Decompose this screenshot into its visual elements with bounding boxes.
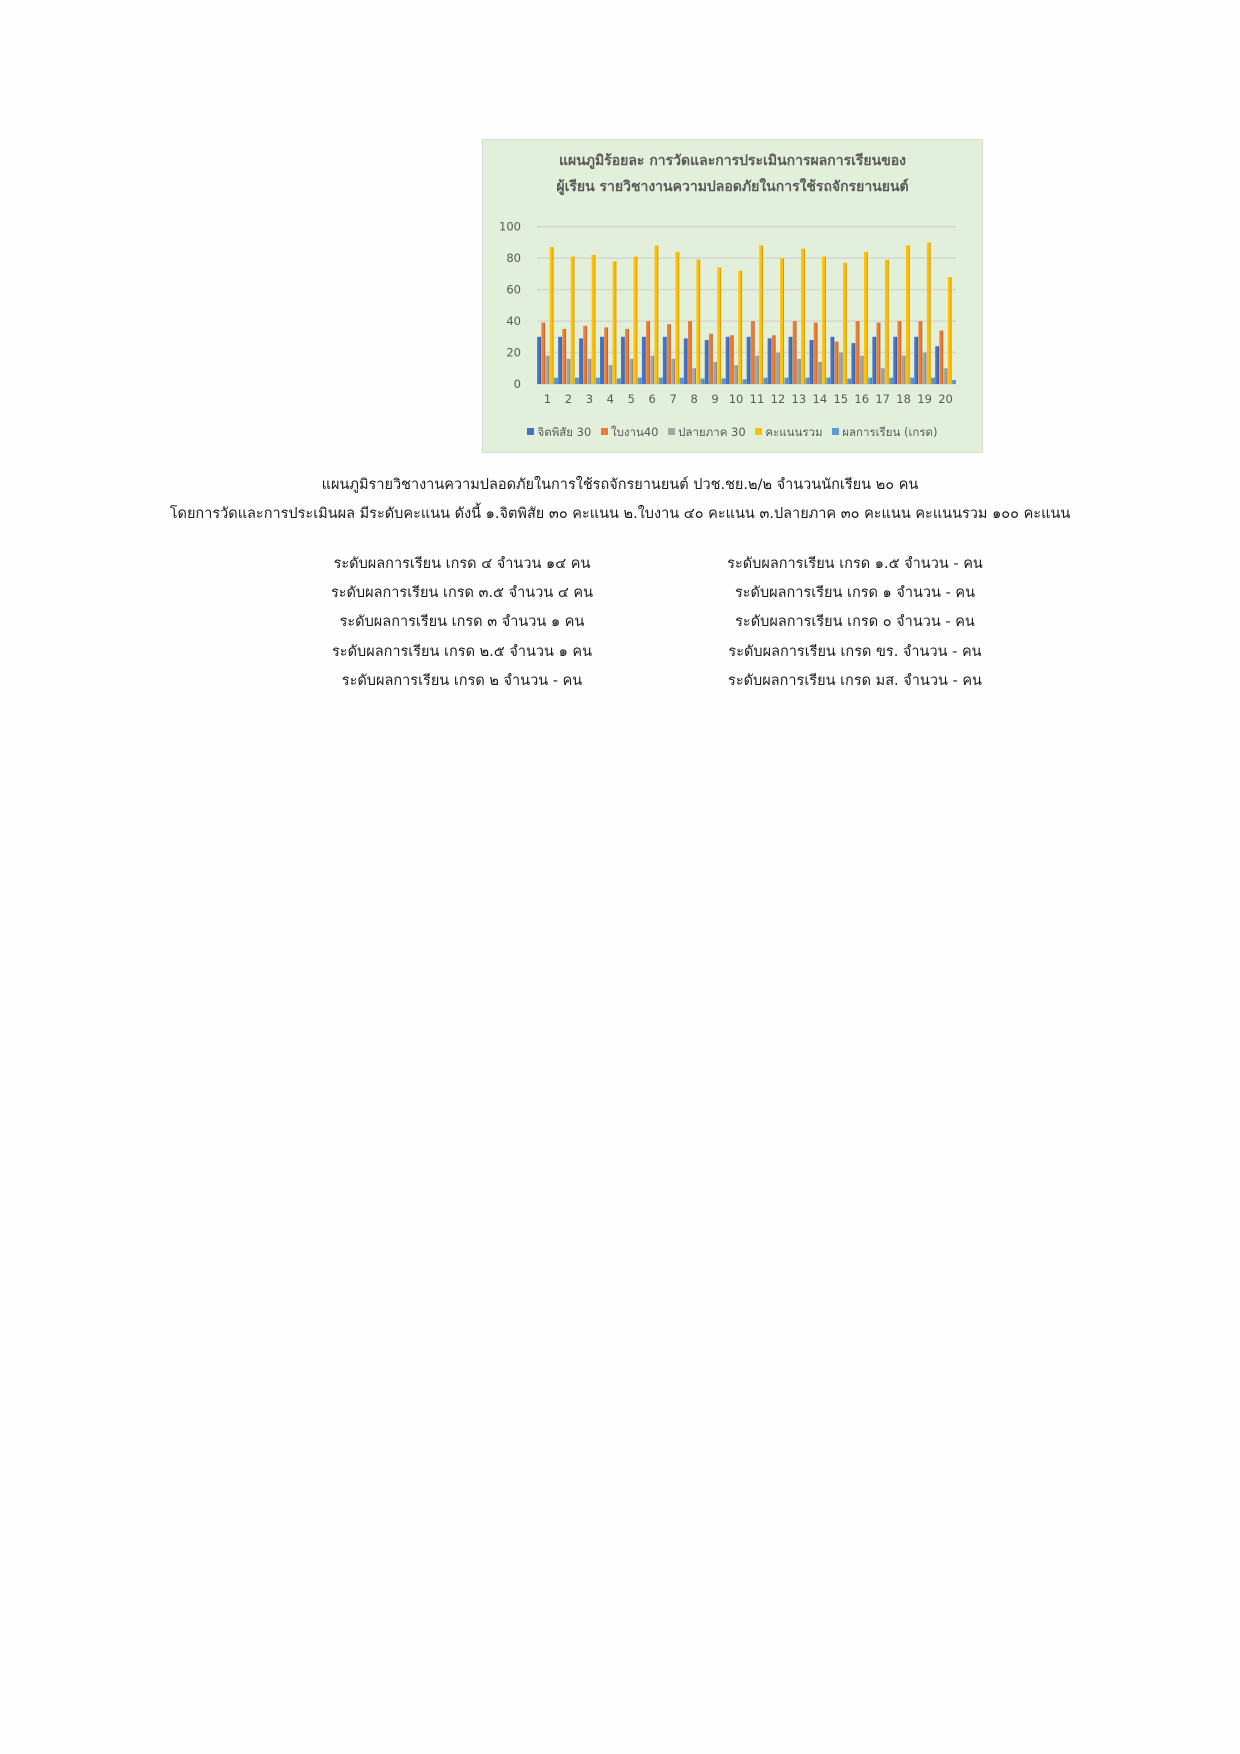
bar-shade (888, 260, 889, 384)
chart-legend (483, 424, 982, 442)
bar-shade (666, 337, 667, 384)
bar-shade (682, 378, 683, 384)
bar-shade (745, 379, 746, 384)
bar-shade (938, 346, 939, 384)
x-tick-label: 17 (875, 392, 890, 406)
bar-shade (599, 378, 600, 384)
grade-line: ระดับผลการเรียน เกรด ๑ จำนวน - คน (734, 585, 976, 601)
y-tick-label: 40 (506, 314, 521, 329)
bar-shade (770, 338, 771, 384)
bar-shade (699, 260, 700, 384)
x-tick-label: 2 (564, 392, 573, 406)
bar-shade (657, 246, 658, 384)
bar-shade (716, 362, 717, 384)
x-tick-label: 14 (812, 392, 828, 406)
bar-shade (913, 378, 914, 384)
grade-line: ระดับผลการเรียน เกรด ๒ จำนวน - คน (341, 673, 583, 689)
bar-shade (624, 337, 625, 384)
bar-shade (695, 368, 696, 384)
grade-line: ระดับผลการเรียน เกรด ๑.๕ จำนวน - คน (727, 556, 983, 572)
bar-shade (791, 337, 792, 384)
bar-shade (603, 337, 604, 384)
bar-shade (896, 337, 897, 384)
bar-shade (917, 337, 918, 384)
x-tick-label: 12 (770, 392, 786, 406)
bar-shade (712, 334, 713, 384)
bar-shade (858, 321, 859, 384)
x-tick-label: 11 (749, 392, 765, 406)
bar-shade (829, 378, 830, 384)
bar-shade (561, 337, 562, 384)
caption-line-1: แผนภูมิรายวิชางานความปลอดภัยในการใช้รถจักรยานยนต์ ปวช.ชย.๒/๒ จำนวนนักเรียน ๒๐ คน (321, 477, 919, 493)
legend-label: ปลายภาค 30 (678, 425, 746, 439)
x-tick-label: 13 (791, 392, 807, 406)
legend-label: จิตพิสัย 30 (537, 425, 592, 439)
bar-shade (842, 353, 843, 384)
bar-shade (586, 326, 587, 384)
bar-shade (884, 368, 885, 384)
bar-shade (641, 378, 642, 384)
bar-shade (946, 368, 947, 384)
x-tick-label: 1 (543, 392, 552, 406)
bar-shade (574, 257, 575, 384)
bar-shade (620, 378, 621, 384)
bar-shade (850, 378, 851, 384)
grade-line: ระดับผลการเรียน เกรด ๒.๕ จำนวน ๑ คน (332, 644, 592, 660)
bar-shade (733, 335, 734, 384)
bar-shade (909, 246, 910, 384)
bar-shade (662, 378, 663, 384)
grade-line: ระดับผลการเรียน เกรด ๐ จำนวน - คน (735, 614, 975, 630)
chart-title-line-2: ผู้เรียน รายวิชางานความปลอดภัยในการใช้รถจักรยานยนต์ (556, 179, 909, 195)
x-tick-label: 19 (917, 392, 932, 406)
bar-shade (741, 271, 742, 384)
bar-shade (611, 365, 612, 384)
grade-line: ระดับผลการเรียน เกรด มส. จำนวน - คน (728, 673, 982, 689)
x-tick-label: 7 (669, 392, 677, 406)
bar-shade (703, 378, 704, 384)
bar-shade (930, 242, 931, 384)
bar-shade (691, 321, 692, 384)
x-tick-label: 4 (606, 392, 614, 406)
x-tick-label: 6 (648, 392, 656, 406)
bar-shade (833, 337, 834, 384)
legend-label: ใบงาน40 (610, 425, 659, 439)
bar-shade (812, 340, 813, 384)
bar-shade (553, 247, 554, 384)
bar-shade (540, 337, 541, 384)
bar-shade (649, 321, 650, 384)
bar-shade (628, 329, 629, 384)
bar-shade (951, 277, 952, 384)
bar-shade (871, 378, 872, 384)
bar-shade (934, 378, 935, 384)
bar-shade (548, 356, 549, 384)
bar-shade (557, 378, 558, 384)
y-tick-label: 100 (499, 219, 521, 234)
legend-item (668, 424, 746, 442)
x-tick-label: 8 (690, 392, 698, 406)
bar-shade (821, 362, 822, 384)
x-tick-label: 20 (938, 392, 953, 406)
x-tick-label: 3 (585, 392, 594, 406)
legend-swatch (668, 428, 675, 435)
bar-shade (632, 359, 633, 384)
x-tick-label: 10 (728, 392, 744, 406)
bar-shade (837, 342, 838, 384)
bar-shade (892, 378, 893, 384)
bar-shade (653, 356, 654, 384)
legend-item (527, 424, 591, 442)
legend-swatch (527, 428, 534, 435)
x-tick-label: 18 (896, 392, 911, 406)
x-tick-label: 9 (711, 392, 719, 406)
bar-shade (674, 359, 675, 384)
grade-line: ระดับผลการเรียน เกรด ๔ จำนวน ๑๔ คน (333, 556, 591, 572)
bar-shade (636, 257, 637, 384)
legend-item (755, 424, 822, 442)
x-tick-label: 16 (854, 392, 870, 406)
legend-swatch (755, 428, 762, 435)
bar-shade (863, 356, 864, 384)
bar-shade (670, 324, 671, 384)
bar-shade (925, 353, 926, 384)
bar-shade (846, 263, 847, 384)
bar-shade (607, 327, 608, 384)
x-tick-label: 5 (627, 392, 635, 406)
bar-shade (804, 249, 805, 384)
bar-shade (854, 343, 855, 384)
legend-label: คะแนนรวม (765, 425, 823, 439)
bar-shade (779, 353, 780, 384)
bar-shade (578, 378, 579, 384)
grade-line: ระดับผลการเรียน เกรด ๓ จำนวน ๑ คน (339, 614, 585, 630)
bar-shade (754, 321, 755, 384)
bar-shade (766, 378, 767, 384)
bar-shade (796, 321, 797, 384)
bar-shade (569, 359, 570, 384)
bar-shade (720, 268, 721, 384)
bar-shade (879, 323, 880, 384)
legend-item (832, 424, 937, 442)
bar-shade (758, 356, 759, 384)
x-tick-label: 15 (833, 392, 849, 406)
grade-line: ระดับผลการเรียน เกรด ๓.๕ จำนวน ๔ คน (330, 585, 594, 601)
bar-shade (808, 378, 809, 384)
bar-shade (825, 257, 826, 384)
y-tick-label: 20 (506, 345, 521, 360)
bar-shade (678, 252, 679, 384)
bar-shade (737, 365, 738, 384)
chart-title-line-1: แผนภูมิร้อยละ การวัดและการประเมินการผลการเรียนของ (558, 153, 907, 169)
legend-item (601, 424, 658, 442)
bar-shade (817, 323, 818, 384)
bar-shade (762, 246, 763, 384)
bar-shade (875, 337, 876, 384)
bar-shade (708, 340, 709, 384)
bar-shade (900, 321, 901, 384)
bar-shade (724, 378, 725, 384)
bar-shade (645, 337, 646, 384)
bar-shade (955, 380, 956, 384)
bar-shade (783, 258, 784, 384)
caption-line-2: โดยการวัดและการประเมินผล มีระดับคะแนน ดังนี้ ๑.จิตพิสัย ๓๐ คะแนน ๒.ใบงาน ๔๐ คะแนน ๓.ปลายภาค ๓๐ คะแนน คะแนนรวม ๑๐๐ คะแนน (169, 506, 1071, 522)
legend-swatch (832, 428, 839, 435)
bar-shade (942, 331, 943, 384)
chart-container (482, 139, 983, 453)
legend-label: ผลการเรียน (เกรด) (842, 425, 938, 439)
bar-shade (687, 338, 688, 384)
bar-shade (775, 335, 776, 384)
grade-line: ระดับผลการเรียน เกรด ขร. จำนวน - คน (728, 644, 982, 660)
bar-shade (729, 337, 730, 384)
bar-shade (565, 329, 566, 384)
bar-shade (749, 337, 750, 384)
y-tick-label: 80 (506, 251, 521, 266)
chart-plot (483, 140, 984, 454)
y-tick-label: 60 (506, 282, 521, 297)
bar-shade (905, 356, 906, 384)
bar-shade (800, 359, 801, 384)
bar-shade (867, 252, 868, 384)
bar-shade (615, 261, 616, 384)
bar-shade (582, 338, 583, 384)
legend-swatch (601, 428, 608, 435)
bar-shade (594, 255, 595, 384)
y-tick-label: 0 (513, 377, 521, 391)
bar-shade (921, 321, 922, 384)
bar-shade (544, 323, 545, 384)
bar-shade (590, 359, 591, 384)
bar-shade (787, 378, 788, 384)
